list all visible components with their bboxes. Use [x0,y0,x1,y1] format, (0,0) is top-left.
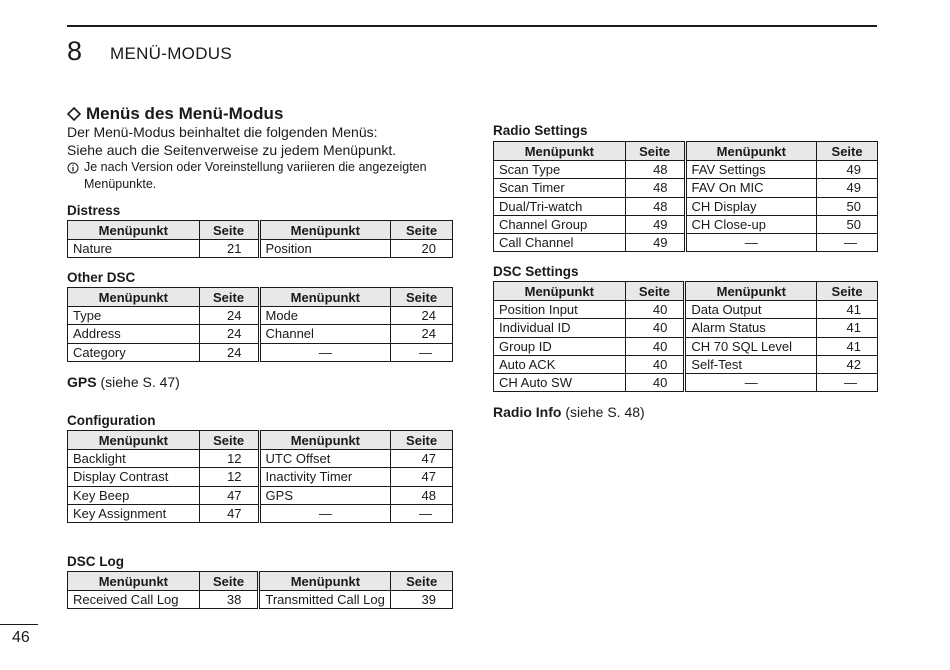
gps-page-ref: (siehe S. 47) [100,374,180,390]
intro-line-2: Siehe auch die Seitenverweise zu jedem Menüpunkt. [67,142,397,158]
menu-item: Inactivity Timer [259,468,391,486]
page-ref: 41 [817,301,878,319]
header-page: Seite [817,142,878,161]
page-ref: 49 [625,215,685,233]
empty-dash: — [259,504,391,522]
table-row [494,197,878,215]
page-ref: 47 [391,450,453,468]
page-ref: 47 [199,486,259,504]
empty-dash: — [259,343,391,361]
menu-item: Position Input [494,301,626,319]
menu-item: CH Auto SW [494,374,626,392]
menu-item: UTC Offset [259,450,391,468]
header-page: Seite [199,288,259,307]
menu-item: Key Beep [68,486,200,504]
menu-item: Received Call Log [68,591,200,609]
page-ref: 49 [817,161,878,179]
table-row [68,591,453,609]
menu-item: Individual ID [494,319,626,337]
radio-settings-table [493,141,878,252]
table-row [494,179,878,197]
menu-item: Self-Test [685,355,817,373]
menu-item: Transmitted Call Log [259,591,391,609]
header-page: Seite [625,282,685,301]
page-ref: 40 [625,319,685,337]
header-page: Seite [391,572,453,591]
menu-item: Dual/Tri-watch [494,197,626,215]
page-ref: 47 [199,504,259,522]
page-ref: 48 [391,486,453,504]
header-item: Menüpunkt [259,221,391,240]
menu-item: Scan Timer [494,179,626,197]
page-ref: 20 [391,240,453,258]
empty-dash: — [817,374,878,392]
dsc-settings-table [493,281,878,392]
page-ref: 12 [199,450,259,468]
header-page: Seite [625,142,685,161]
table-row [494,374,878,392]
header-rule [67,25,877,27]
table-header-row [68,572,453,591]
table-row [68,450,453,468]
header-item: Menüpunkt [68,572,200,591]
page-ref: 24 [199,325,259,343]
table-header-row [68,431,453,450]
menu-item: Display Contrast [68,468,200,486]
page-ref: 47 [391,468,453,486]
header-item: Menüpunkt [494,142,626,161]
footer-rule [0,624,38,625]
menu-item: Scan Type [494,161,626,179]
header-page: Seite [391,431,453,450]
header-page: Seite [199,572,259,591]
page-ref: 24 [199,343,259,361]
header-page: Seite [199,431,259,450]
table-row [68,343,453,361]
page-ref: 50 [817,215,878,233]
empty-dash: — [685,234,817,252]
menu-item: Data Output [685,301,817,319]
version-note-text: Je nach Version oder Voreinstellung variieren die angezeigten Menüpunkte. [84,160,427,191]
header-item: Menüpunkt [259,572,391,591]
configuration-heading: Configuration [67,413,156,428]
table-row [494,215,878,233]
page-ref: 24 [391,307,453,325]
section-title [67,104,283,124]
page-ref: 41 [817,319,878,337]
header-page: Seite [391,221,453,240]
menu-item: Mode [259,307,391,325]
empty-dash: — [685,374,817,392]
version-note [67,159,447,193]
header-item: Menüpunkt [259,431,391,450]
menu-item: FAV On MIC [685,179,817,197]
table-row [68,240,453,258]
header-item: Menüpunkt [494,282,626,301]
page-ref: 38 [199,591,259,609]
page-ref: 48 [625,161,685,179]
table-header-row [494,142,878,161]
header-item: Menüpunkt [68,221,200,240]
empty-dash: — [391,504,453,522]
menu-item: FAV Settings [685,161,817,179]
menu-item: CH Close-up [685,215,817,233]
table-row [68,486,453,504]
table-row [494,234,878,252]
menu-item: Call Channel [494,234,626,252]
chapter-number: 8 [67,36,83,66]
page-ref: 40 [625,301,685,319]
menu-item: Group ID [494,337,626,355]
diamond-icon [67,107,81,121]
menu-item: Channel Group [494,215,626,233]
table-row [494,355,878,373]
page-ref: 49 [625,234,685,252]
menu-item: GPS [259,486,391,504]
page-ref: 50 [817,197,878,215]
page-ref: 39 [391,591,453,609]
intro-line-1: Der Menü-Modus beinhaltet die folgenden Menüs: [67,124,378,140]
page-ref: 42 [817,355,878,373]
table-row [68,325,453,343]
header-item: Menüpunkt [68,288,200,307]
dsc-settings-heading: DSC Settings [493,264,579,279]
page-ref: 48 [625,197,685,215]
distress-table [67,220,453,258]
header-page: Seite [817,282,878,301]
radio-info-page-ref: (siehe S. 48) [565,404,645,420]
header-item: Menüpunkt [685,142,817,161]
distress-heading: Distress [67,203,121,218]
section-title-text: Menüs des Menü-Modus [86,104,284,123]
menu-item: Type [68,307,200,325]
table-row [494,161,878,179]
chapter-title: MENÜ-MODUS [110,44,232,63]
table-row [494,319,878,337]
menu-item: Category [68,343,200,361]
radio-info-reference [493,404,645,421]
gps-heading: GPS [67,374,97,390]
menu-item: Backlight [68,450,200,468]
menu-item: Key Assignment [68,504,200,522]
dsc-log-heading: DSC Log [67,554,124,569]
page-ref: 24 [199,307,259,325]
other-dsc-heading: Other DSC [67,270,136,285]
table-row [494,301,878,319]
table-row [68,504,453,522]
other-dsc-table [67,287,453,362]
table-header-row [68,221,453,240]
menu-item: Nature [68,240,200,258]
menu-item: Position [259,240,391,258]
table-row [68,468,453,486]
menu-item: Channel [259,325,391,343]
header-item: Menüpunkt [259,288,391,307]
header-item: Menüpunkt [685,282,817,301]
table-header-row [68,288,453,307]
table-header-row [494,282,878,301]
page-ref: 48 [625,179,685,197]
page-ref: 40 [625,337,685,355]
menu-item: CH 70 SQL Level [685,337,817,355]
page-number: 46 [12,629,30,646]
configuration-table [67,430,453,523]
page-ref: 12 [199,468,259,486]
radio-settings-heading: Radio Settings [493,123,588,138]
info-icon [67,159,84,193]
radio-info-heading: Radio Info [493,404,562,420]
header-item: Menüpunkt [68,431,200,450]
empty-dash: — [817,234,878,252]
page-ref: 21 [199,240,259,258]
page-ref: 49 [817,179,878,197]
menu-item: Address [68,325,200,343]
empty-dash: — [391,343,453,361]
gps-reference [67,374,180,391]
dsc-log-table [67,571,453,609]
menu-item: Alarm Status [685,319,817,337]
page-ref: 40 [625,355,685,373]
menu-item: CH Display [685,197,817,215]
table-row [494,337,878,355]
header-page: Seite [391,288,453,307]
header-page: Seite [199,221,259,240]
page-ref: 24 [391,325,453,343]
page-ref: 40 [625,374,685,392]
menu-item: Auto ACK [494,355,626,373]
table-row [68,307,453,325]
page-ref: 41 [817,337,878,355]
